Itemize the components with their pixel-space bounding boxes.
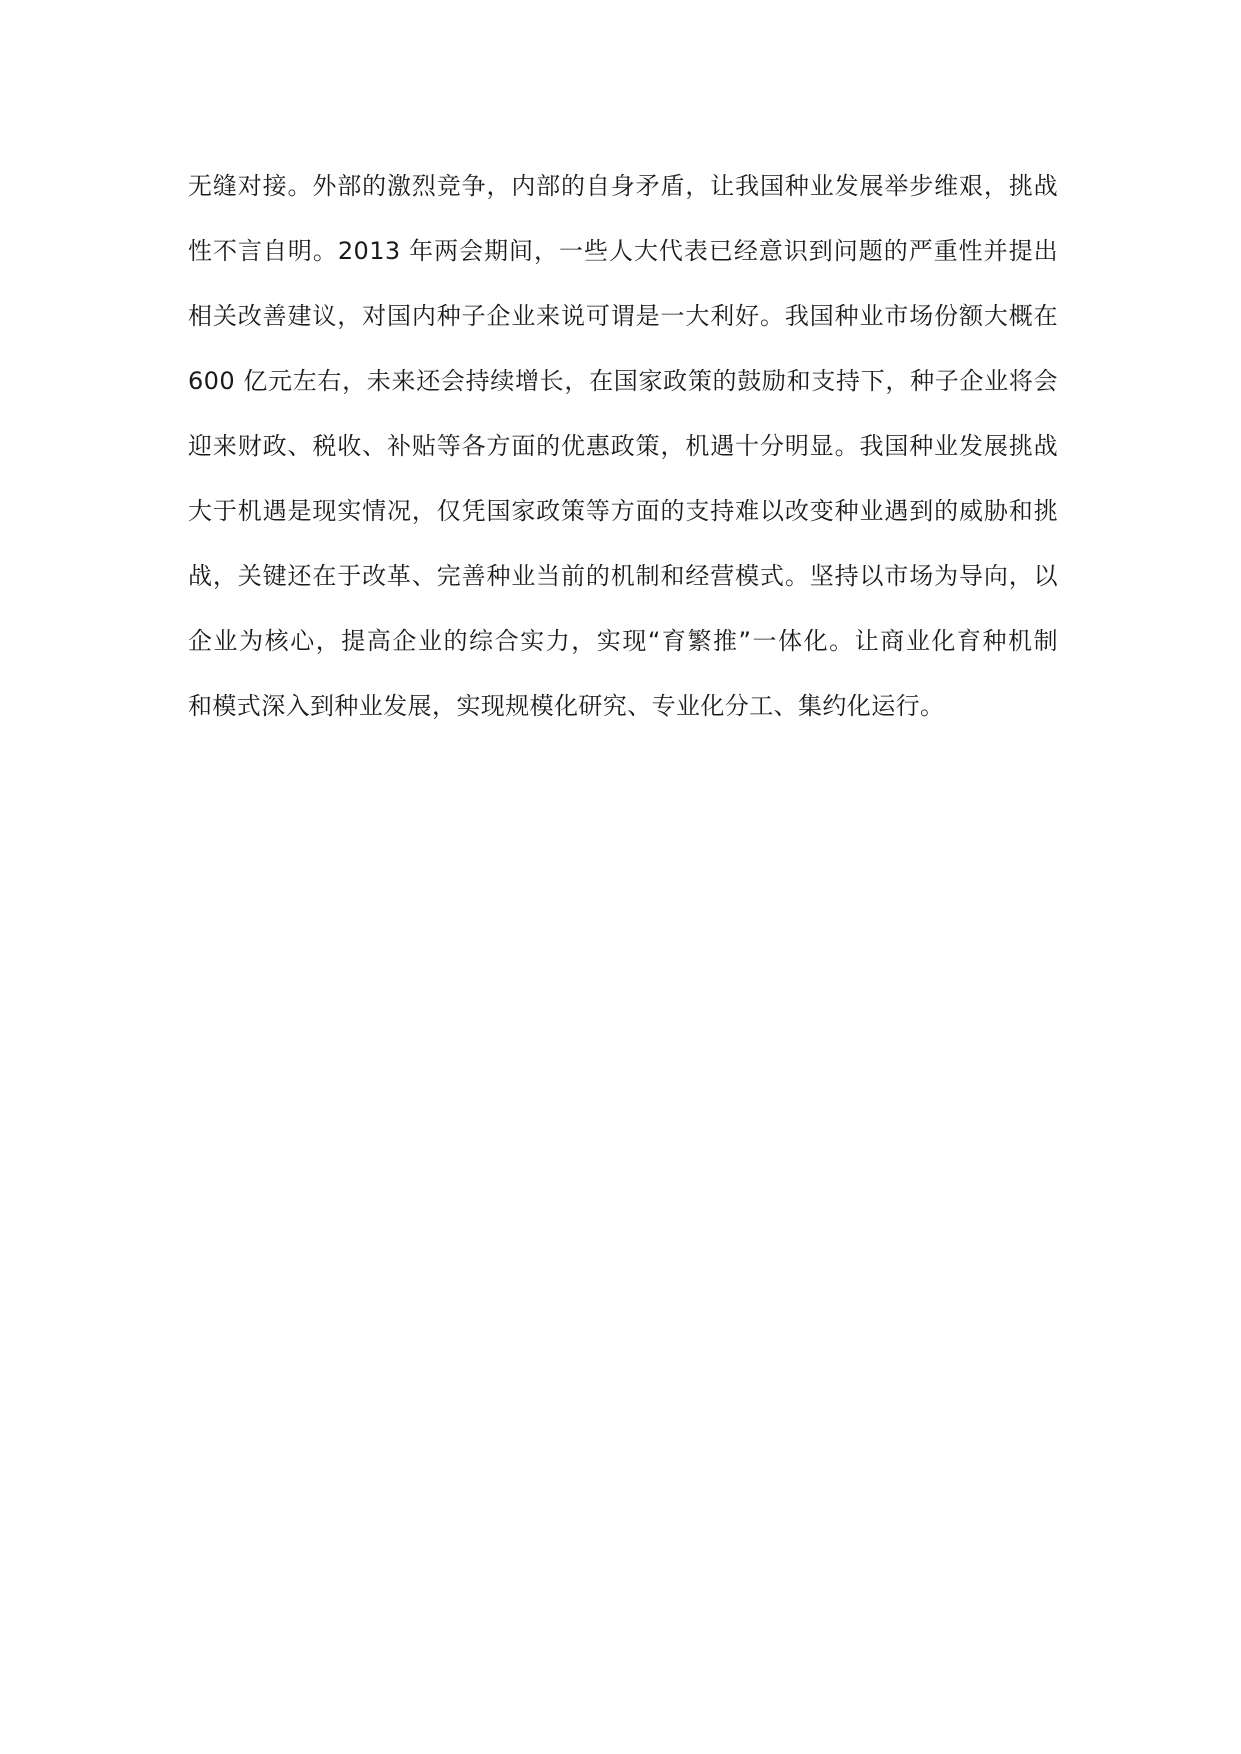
paragraph-line: 相关改善建议，对国内种子企业来说可谓是一大利好。我国种业市场份额大概在 (188, 302, 1058, 330)
paragraph-line: 性不言自明。2013 年两会期间，一些人大代表已经意识到问题的严重性并提出 (188, 237, 1058, 265)
body-paragraph (188, 158, 1058, 743)
paragraph-line: 企业为核心，提高企业的综合实力，实现“育繁推”一体化。让商业化育种机制 (188, 627, 1058, 655)
paragraph-line: 600 亿元左右，未来还会持续增长，在国家政策的鼓励和支持下，种子企业将会 (188, 367, 1058, 395)
paragraph-line-last: 和模式深入到种业发展，实现规模化研究、专业化分工、集约化运行。 (188, 692, 945, 720)
paragraph-line: 战，关键还在于改革、完善种业当前的机制和经营模式。坚持以市场为导向，以 (188, 562, 1058, 590)
paragraph-line: 无缝对接。外部的激烈竞争，内部的自身矛盾，让我国种业发展举步维艰，挑战 (188, 172, 1058, 200)
paragraph-line: 大于机遇是现实情况，仅凭国家政策等方面的支持难以改变种业遇到的威胁和挑 (188, 497, 1058, 525)
paragraph-line: 迎来财政、税收、补贴等各方面的优惠政策，机遇十分明显。我国种业发展挑战 (188, 432, 1058, 460)
